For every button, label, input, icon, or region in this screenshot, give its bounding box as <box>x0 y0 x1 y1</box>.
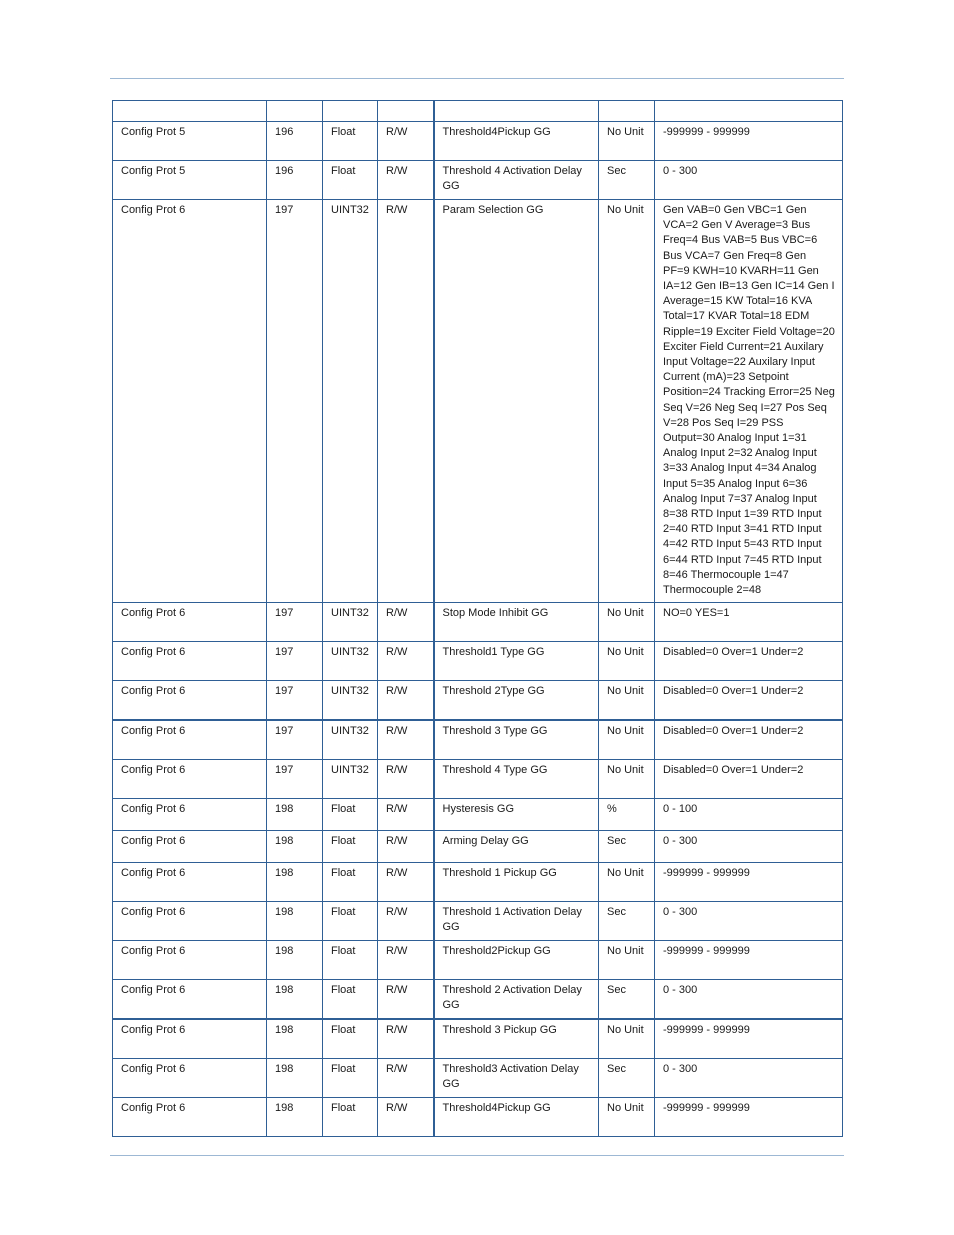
table-row <box>113 161 843 200</box>
units-cell: Sec <box>599 1059 655 1098</box>
register-number-cell: 198 <box>267 980 323 1020</box>
access-cell: R/W <box>378 642 434 681</box>
range-cell: -999999 - 999999 <box>655 941 843 980</box>
access-cell: R/W <box>378 863 434 902</box>
header-cell <box>599 101 655 122</box>
parameter-name-cell: Hysteresis GG <box>434 799 599 831</box>
group-cell: Config Prot 6 <box>113 1059 267 1098</box>
units-cell: Sec <box>599 831 655 863</box>
access-cell: R/W <box>378 161 434 200</box>
register-number-cell: 198 <box>267 831 323 863</box>
register-number-cell: 197 <box>267 681 323 721</box>
range-cell: 0 - 300 <box>655 161 843 200</box>
units-cell: No Unit <box>599 1098 655 1137</box>
units-cell: Sec <box>599 980 655 1020</box>
range-cell: 0 - 100 <box>655 799 843 831</box>
data-type-cell: UINT32 <box>323 603 378 642</box>
register-table <box>112 100 843 1137</box>
group-cell: Config Prot 5 <box>113 161 267 200</box>
access-cell: R/W <box>378 681 434 721</box>
range-cell: 0 - 300 <box>655 831 843 863</box>
header-cell <box>113 101 267 122</box>
table-row <box>113 980 843 1020</box>
range-cell: Disabled=0 Over=1 Under=2 <box>655 681 843 721</box>
group-cell: Config Prot 6 <box>113 760 267 799</box>
data-type-cell: Float <box>323 863 378 902</box>
group-cell: Config Prot 6 <box>113 1098 267 1137</box>
units-cell: Sec <box>599 161 655 200</box>
access-cell: R/W <box>378 1098 434 1137</box>
table-row <box>113 122 843 161</box>
data-type-cell: Float <box>323 1019 378 1059</box>
access-cell: R/W <box>378 122 434 161</box>
units-cell: No Unit <box>599 122 655 161</box>
group-cell: Config Prot 6 <box>113 720 267 760</box>
parameter-name-cell: Threshold 1 Activation Delay GG <box>434 902 599 941</box>
register-number-cell: 198 <box>267 1098 323 1137</box>
range-cell: 0 - 300 <box>655 980 843 1020</box>
access-cell: R/W <box>378 980 434 1020</box>
group-cell: Config Prot 6 <box>113 603 267 642</box>
range-cell: Disabled=0 Over=1 Under=2 <box>655 720 843 760</box>
register-number-cell: 198 <box>267 1019 323 1059</box>
parameter-name-cell: Threshold1 Type GG <box>434 642 599 681</box>
table-row <box>113 642 843 681</box>
table-row <box>113 902 843 941</box>
group-cell: Config Prot 6 <box>113 980 267 1020</box>
parameter-name-cell: Stop Mode Inhibit GG <box>434 603 599 642</box>
data-type-cell: Float <box>323 941 378 980</box>
units-cell: No Unit <box>599 941 655 980</box>
register-number-cell: 197 <box>267 760 323 799</box>
parameter-name-cell: Threshold 2 Activation Delay GG <box>434 980 599 1020</box>
table-row <box>113 1098 843 1137</box>
range-cell: -999999 - 999999 <box>655 1098 843 1137</box>
table-row <box>113 799 843 831</box>
parameter-name-cell: Threshold 3 Type GG <box>434 720 599 760</box>
range-cell: Gen VAB=0 Gen VBC=1 Gen VCA=2 Gen V Average=3 Bus Freq=4 Bus VAB=5 Bus VBC=6 Bus VCA=7 Gen Freq=8 Gen PF=9 KWH=10 KVARH=11 Gen IA=12 Gen IB=13 Gen IC=14 Gen I Average=15 KW Total=16 KVA Total=17 KVAR Total=18 EDM Ripple=19 Exciter Field Voltage=20 Exciter Field Current=21 Auxilary Input Voltage=22 Auxilary Input Current (mA)=23 Setpoint Position=24 Tracking Error=25 Neg Seq V=26 Neg Seq I=27 Pos Seq V=28 Pos Seq I=29 PSS Output=30 Analog Input 1=31 Analog Input 2=32 Analog Input 3=33 Analog Input 4=34 Analog Input 5=35 Analog Input 6=36 Analog Input 7=37 Analog Input 8=38 RTD Input 1=39 RTD Input 2=40 RTD Input 3=41 RTD Input 4=42 RTD Input 5=43 RTD Input 6=44 RTD Input 7=45 RTD Input 8=46 Thermocouple 1=47 Thermocouple 2=48 <box>655 200 843 603</box>
parameter-name-cell: Arming Delay GG <box>434 831 599 863</box>
access-cell: R/W <box>378 799 434 831</box>
access-cell: R/W <box>378 941 434 980</box>
range-cell: NO=0 YES=1 <box>655 603 843 642</box>
access-cell: R/W <box>378 200 434 603</box>
register-number-cell: 196 <box>267 161 323 200</box>
data-type-cell: Float <box>323 122 378 161</box>
data-type-cell: UINT32 <box>323 681 378 721</box>
units-cell: No Unit <box>599 1019 655 1059</box>
group-cell: Config Prot 6 <box>113 642 267 681</box>
units-cell: No Unit <box>599 603 655 642</box>
group-cell: Config Prot 6 <box>113 831 267 863</box>
range-cell: Disabled=0 Over=1 Under=2 <box>655 760 843 799</box>
header-rule <box>110 78 844 79</box>
register-number-cell: 198 <box>267 863 323 902</box>
access-cell: R/W <box>378 1059 434 1098</box>
range-cell: -999999 - 999999 <box>655 863 843 902</box>
data-type-cell: Float <box>323 902 378 941</box>
units-cell: No Unit <box>599 760 655 799</box>
parameter-name-cell: Threshold4Pickup GG <box>434 122 599 161</box>
access-cell: R/W <box>378 603 434 642</box>
units-cell: Sec <box>599 902 655 941</box>
data-type-cell: Float <box>323 980 378 1020</box>
access-cell: R/W <box>378 902 434 941</box>
range-cell: -999999 - 999999 <box>655 122 843 161</box>
data-type-cell: UINT32 <box>323 760 378 799</box>
register-number-cell: 196 <box>267 122 323 161</box>
register-number-cell: 198 <box>267 1059 323 1098</box>
header-cell <box>378 101 434 122</box>
units-cell: No Unit <box>599 642 655 681</box>
table-row <box>113 760 843 799</box>
group-cell: Config Prot 6 <box>113 1019 267 1059</box>
range-cell: 0 - 300 <box>655 902 843 941</box>
units-cell: No Unit <box>599 720 655 760</box>
parameter-name-cell: Threshold 1 Pickup GG <box>434 863 599 902</box>
group-cell: Config Prot 6 <box>113 941 267 980</box>
units-cell: % <box>599 799 655 831</box>
group-cell: Config Prot 6 <box>113 200 267 603</box>
data-type-cell: Float <box>323 1059 378 1098</box>
access-cell: R/W <box>378 760 434 799</box>
data-type-cell: UINT32 <box>323 642 378 681</box>
range-cell: -999999 - 999999 <box>655 1019 843 1059</box>
table-row <box>113 720 843 760</box>
range-cell: Disabled=0 Over=1 Under=2 <box>655 642 843 681</box>
footer-rule <box>110 1155 844 1156</box>
parameter-name-cell: Threshold 4 Activation Delay GG <box>434 161 599 200</box>
register-number-cell: 197 <box>267 642 323 681</box>
group-cell: Config Prot 6 <box>113 799 267 831</box>
header-cell <box>267 101 323 122</box>
access-cell: R/W <box>378 720 434 760</box>
units-cell: No Unit <box>599 863 655 902</box>
parameter-name-cell: Threshold2Pickup GG <box>434 941 599 980</box>
parameter-name-cell: Threshold 3 Pickup GG <box>434 1019 599 1059</box>
table-row <box>113 200 843 603</box>
register-number-cell: 198 <box>267 941 323 980</box>
table-row <box>113 1019 843 1059</box>
group-cell: Config Prot 6 <box>113 863 267 902</box>
parameter-name-cell: Threshold3 Activation Delay GG <box>434 1059 599 1098</box>
units-cell: No Unit <box>599 681 655 721</box>
parameter-name-cell: Threshold 4 Type GG <box>434 760 599 799</box>
register-number-cell: 198 <box>267 902 323 941</box>
table-header-row <box>113 101 843 122</box>
table-row <box>113 941 843 980</box>
data-type-cell: Float <box>323 1098 378 1137</box>
access-cell: R/W <box>378 1019 434 1059</box>
data-type-cell: Float <box>323 831 378 863</box>
register-number-cell: 197 <box>267 720 323 760</box>
table-row <box>113 681 843 721</box>
group-cell: Config Prot 5 <box>113 122 267 161</box>
group-cell: Config Prot 6 <box>113 681 267 721</box>
parameter-name-cell: Threshold4Pickup GG <box>434 1098 599 1137</box>
table-row <box>113 603 843 642</box>
header-cell <box>323 101 378 122</box>
data-type-cell: UINT32 <box>323 200 378 603</box>
units-cell: No Unit <box>599 200 655 603</box>
header-cell <box>655 101 843 122</box>
register-number-cell: 197 <box>267 603 323 642</box>
parameter-name-cell: Param Selection GG <box>434 200 599 603</box>
data-type-cell: UINT32 <box>323 720 378 760</box>
range-cell: 0 - 300 <box>655 1059 843 1098</box>
data-type-cell: Float <box>323 799 378 831</box>
register-number-cell: 198 <box>267 799 323 831</box>
table-row <box>113 863 843 902</box>
table-row <box>113 831 843 863</box>
table-row <box>113 1059 843 1098</box>
data-type-cell: Float <box>323 161 378 200</box>
header-cell <box>434 101 599 122</box>
register-number-cell: 197 <box>267 200 323 603</box>
access-cell: R/W <box>378 831 434 863</box>
parameter-name-cell: Threshold 2Type GG <box>434 681 599 721</box>
group-cell: Config Prot 6 <box>113 902 267 941</box>
